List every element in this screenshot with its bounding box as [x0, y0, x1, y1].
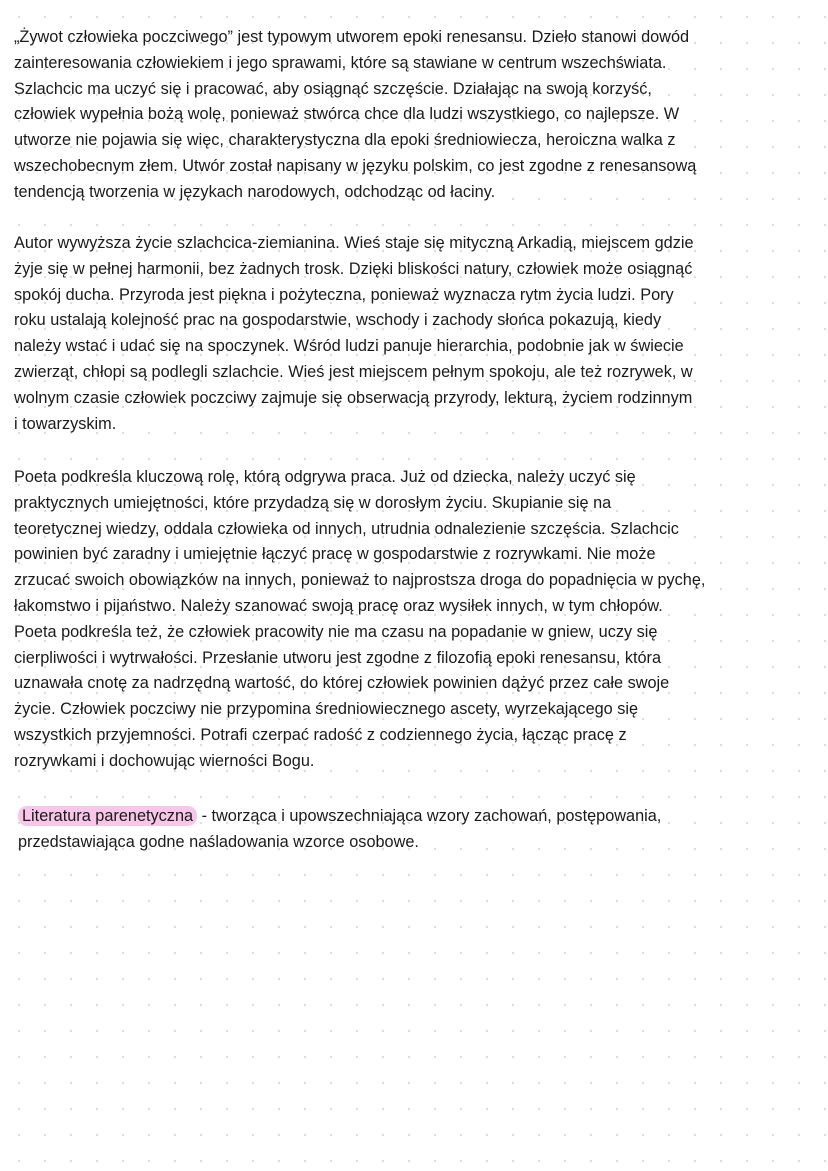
text-line: praktycznych umiejętności, które przydadzą się w dorosłym życiu. Skupianie się na	[14, 493, 612, 512]
text-line: Poeta podkreśla kluczową rolę, którą odgrywa praca. Już od dziecka, należy uczyć się	[14, 468, 636, 486]
text-line: Szlachcic ma uczyć się i pracować, aby osiągnąć szczęście. Działając na swoją korzyść,	[14, 79, 652, 98]
text-line: wolnym czasie człowiek poczciwy zajmuje się obserwacją przyrody, lekturą, życiem rodzinnym	[14, 388, 693, 407]
text-line: łakomstwo i pijaństwo. Należy szanować swoją pracę oraz wysiłek innych, w tym chłopów.	[14, 596, 663, 615]
highlighted-term: Literatura parenetyczna	[18, 806, 197, 826]
definition-text: - tworząca i upowszechniająca wzory zachowań, postępowania,	[197, 807, 662, 825]
text-line: zwierząt, chłopi są podlegli szlachcie. Wieś jest miejscem pełnym spokoju, ale też rozrywek, w	[14, 362, 693, 381]
text-line: rozrywkami i dochowując wierności Bogu.	[14, 751, 315, 770]
text-line: i towarzyskim.	[14, 414, 117, 433]
text-line: uznawała cnotę za nadrzędną wartość, do której człowiek powinien dążyć przez całe swoje	[14, 674, 670, 693]
text-line: teoretycznej wiedzy, oddala człowieka od innych, utrudnia odnalezienie szczęścia. Szlachcic	[14, 519, 679, 538]
definition-line	[18, 804, 661, 830]
text-line: „Żywot człowieka poczciwego” jest typowym utworem epoki renesansu. Dzieło stanowi dowód	[14, 28, 690, 46]
text-line: człowiek wypełnia bożą wolę, ponieważ stwórca chce dla ludzi wszystkiego, co najlepsze. W	[14, 105, 680, 124]
text-line: wszechobecnym złem. Utwór został napisany w języku polskim, co jest zgodne z renesansową	[14, 156, 697, 175]
definition-block	[18, 804, 661, 856]
text-line: zrzucać swoich obowiązków na innych, ponieważ to najprostsza droga do popadnięcia w pychę,	[14, 571, 706, 590]
text-line: należy wstać i udać się na spoczynek. Wśród ludzi panuje hierarchia, podobnie jak w świecie	[14, 337, 684, 356]
text-line: życie. Człowiek poczciwy nie przypomina średniowiecznego ascety, wyrzekającego się	[14, 700, 639, 719]
text-line: roku ustalają kolejność prac na gospodarstwie, wschody i zachody słońca pokazują, kiedy	[14, 311, 662, 330]
paragraph-work	[14, 465, 705, 775]
text-line: tendencją tworzenia w językach narodowych, odchodząc od łaciny.	[14, 182, 496, 201]
text-line: zainteresowania człowiekiem i jego sprawami, które są stawiane w centrum wszechświata.	[14, 53, 667, 72]
text-line: utworze nie pojawia się więc, charakterystyczna dla epoki średniowiecza, heroiczna walka z	[14, 131, 676, 150]
text-line: powinien być zaradny i umiejętnie łączyć pracę w gospodarstwie z rozrywkami. Nie może	[14, 545, 656, 564]
text-line: wszystkich przyjemności. Potrafi czerpać radość z codziennego życia, łącząc pracę z	[14, 725, 627, 744]
paragraph-intro	[14, 25, 696, 206]
text-line: Autor wywyższa życie szlachcica-ziemianina. Wieś staje się mityczną Arkadią, miejscem gdzie	[14, 234, 694, 252]
text-line: spokój ducha. Przyroda jest piękna i pożyteczna, ponieważ wyznacza rytm życia ludzi. Pory	[14, 285, 674, 304]
definition-line: przedstawiająca godne naśladowania wzorce osobowe.	[18, 832, 419, 851]
paragraph-country-life	[14, 231, 694, 437]
text-line: żyje się w pełnej harmonii, bez żadnych trosk. Dzięki bliskości natury, człowiek może osiągnąć	[14, 259, 693, 278]
text-line: cierpliwości i wytrwałości. Przesłanie utworu jest zgodne z filozofią epoki renesansu, która	[14, 648, 662, 667]
text-line: Poeta podkreśla też, że człowiek pracowity nie ma czasu na popadanie w gniew, uczy się	[14, 622, 658, 641]
